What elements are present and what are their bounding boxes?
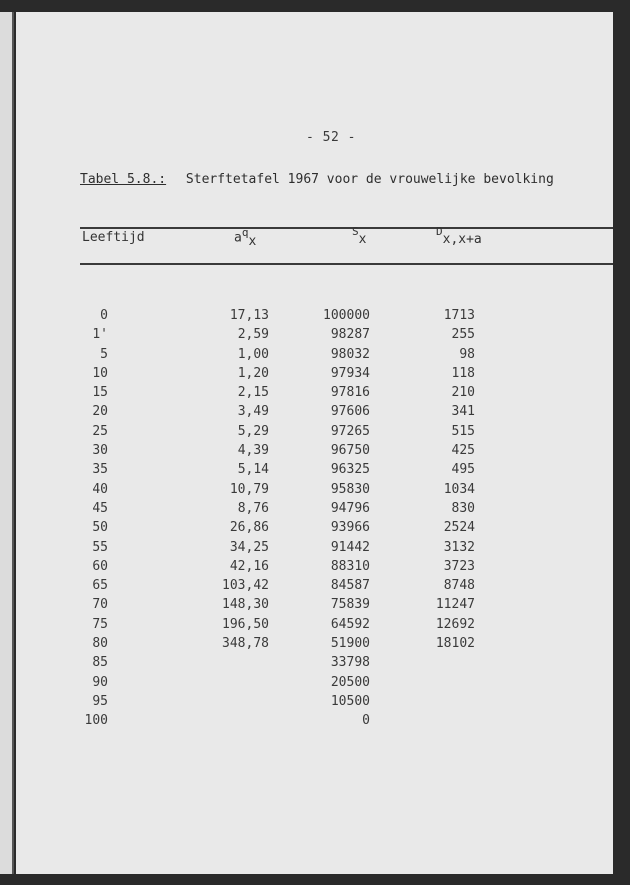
cell-dx: 1034 xyxy=(443,481,475,497)
cell-age: 10 xyxy=(92,365,108,381)
cell-age: 30 xyxy=(92,443,108,459)
table-row xyxy=(16,501,613,520)
table-row xyxy=(16,424,613,443)
cell-age: 1' xyxy=(92,327,108,343)
cell-age: 25 xyxy=(92,423,108,439)
cell-sx: 97265 xyxy=(330,423,370,439)
column-header-sx xyxy=(352,224,367,247)
cell-dx: 425 xyxy=(451,443,475,459)
cell-age: 90 xyxy=(92,674,108,690)
cell-sx: 0 xyxy=(362,713,370,729)
table-row xyxy=(16,636,613,655)
cell-sx: 75839 xyxy=(330,597,370,613)
table-row xyxy=(16,578,613,597)
qx-prefix: a xyxy=(234,230,242,246)
column-header-qx xyxy=(234,226,257,250)
table-row xyxy=(16,559,613,578)
table-caption xyxy=(80,172,554,187)
cell-age: 75 xyxy=(92,616,108,632)
table-row xyxy=(16,327,613,346)
table-row xyxy=(16,404,613,423)
cell-sx: 33798 xyxy=(330,655,370,671)
cell-qx: 17,13 xyxy=(229,308,269,323)
cell-dx: 1713 xyxy=(443,308,475,323)
cell-dx: 3723 xyxy=(443,558,475,574)
cell-sx: 64592 xyxy=(330,616,370,632)
cell-qx: 148,30 xyxy=(222,597,269,613)
dx-sub: x,x+a xyxy=(442,232,482,247)
cell-dx: 18102 xyxy=(435,636,475,652)
cell-sx: 91442 xyxy=(330,539,370,555)
cell-sx: 51900 xyxy=(330,636,370,652)
cell-dx: 118 xyxy=(451,365,475,381)
cell-sx: 98032 xyxy=(330,346,370,362)
table-row xyxy=(16,713,613,732)
cell-dx: 8748 xyxy=(443,578,475,594)
table-row xyxy=(16,482,613,501)
cell-sx: 10500 xyxy=(330,693,370,709)
cell-dx: 255 xyxy=(451,327,475,343)
cell-qx: 348,78 xyxy=(222,636,269,652)
cell-age: 65 xyxy=(92,578,108,594)
cell-age: 40 xyxy=(92,481,108,497)
cell-age: 70 xyxy=(92,597,108,613)
qx-sup: q xyxy=(241,226,249,239)
cell-qx: 196,50 xyxy=(222,616,269,632)
cell-dx: 2524 xyxy=(443,520,475,536)
document-page xyxy=(16,12,613,874)
cell-dx: 515 xyxy=(451,423,475,439)
cell-sx: 97934 xyxy=(330,365,370,381)
cell-dx: 341 xyxy=(451,404,475,420)
cell-qx: 4,39 xyxy=(237,443,269,459)
column-header-age: Leeftijd xyxy=(82,230,145,245)
cell-sx: 96750 xyxy=(330,443,370,459)
cell-dx: 830 xyxy=(451,500,475,516)
cell-age: 55 xyxy=(92,539,108,555)
header-bottom-rule xyxy=(80,263,613,265)
table-title: Sterftetafel 1967 voor de vrouwelijke bevolking xyxy=(185,172,554,187)
table-row xyxy=(16,617,613,636)
table-body xyxy=(16,308,613,733)
table-row xyxy=(16,675,613,694)
table-label: Tabel 5.8.: xyxy=(80,172,167,187)
cell-age: 0 xyxy=(100,308,108,323)
cell-qx: 8,76 xyxy=(237,500,269,516)
qx-sub: x xyxy=(248,234,257,250)
cell-qx: 5,29 xyxy=(237,423,269,439)
cell-qx: 10,79 xyxy=(229,481,269,497)
cell-sx: 97606 xyxy=(330,404,370,420)
cell-age: 5 xyxy=(100,346,108,362)
table-row xyxy=(16,597,613,616)
cell-sx: 95830 xyxy=(330,481,370,497)
cell-age: 15 xyxy=(92,385,108,401)
cell-age: 45 xyxy=(92,500,108,516)
cell-dx: 210 xyxy=(451,385,475,401)
cell-age: 35 xyxy=(92,462,108,478)
sx-sub: x xyxy=(358,232,367,247)
cell-qx: 103,42 xyxy=(222,578,269,594)
cell-sx: 100000 xyxy=(323,308,370,323)
table-row xyxy=(16,308,613,327)
cell-qx: 1,00 xyxy=(237,346,269,362)
cell-qx: 42,16 xyxy=(229,558,269,574)
cell-qx: 5,14 xyxy=(237,462,269,478)
cell-sx: 93966 xyxy=(330,520,370,536)
table-row xyxy=(16,366,613,385)
column-header-dx xyxy=(436,224,482,247)
cell-sx: 20500 xyxy=(330,674,370,690)
cell-age: 100 xyxy=(84,713,108,729)
cell-age: 85 xyxy=(92,655,108,671)
cell-sx: 84587 xyxy=(330,578,370,594)
cell-sx: 97816 xyxy=(330,385,370,401)
header-top-rule xyxy=(80,227,613,229)
table-row xyxy=(16,347,613,366)
table-row xyxy=(16,520,613,539)
table-row xyxy=(16,462,613,481)
cell-qx: 34,25 xyxy=(229,539,269,555)
sx-main: S xyxy=(352,225,359,238)
cell-qx: 26,86 xyxy=(229,520,269,536)
cell-sx: 98287 xyxy=(330,327,370,343)
cell-sx: 94796 xyxy=(330,500,370,516)
cell-age: 20 xyxy=(92,404,108,420)
cell-dx: 12692 xyxy=(435,616,475,632)
cell-qx: 1,20 xyxy=(237,365,269,381)
cell-dx: 495 xyxy=(451,462,475,478)
cell-dx: 11247 xyxy=(435,597,475,613)
cell-dx: 3132 xyxy=(443,539,475,555)
table-row xyxy=(16,443,613,462)
cell-age: 60 xyxy=(92,558,108,574)
table-row xyxy=(16,655,613,674)
cell-qx: 3,49 xyxy=(237,404,269,420)
cell-qx: 2,59 xyxy=(237,327,269,343)
dx-main: D xyxy=(436,225,443,238)
cell-sx: 88310 xyxy=(330,558,370,574)
table-row xyxy=(16,540,613,559)
cell-dx: 98 xyxy=(459,346,475,362)
page-number: - 52 - xyxy=(306,130,356,145)
table-row xyxy=(16,385,613,404)
table-row xyxy=(16,694,613,713)
cell-age: 95 xyxy=(92,693,108,709)
cell-age: 50 xyxy=(92,520,108,536)
cell-qx: 2,15 xyxy=(237,385,269,401)
cell-sx: 96325 xyxy=(330,462,370,478)
cell-age: 80 xyxy=(92,636,108,652)
adjacent-page-edge xyxy=(0,12,14,874)
